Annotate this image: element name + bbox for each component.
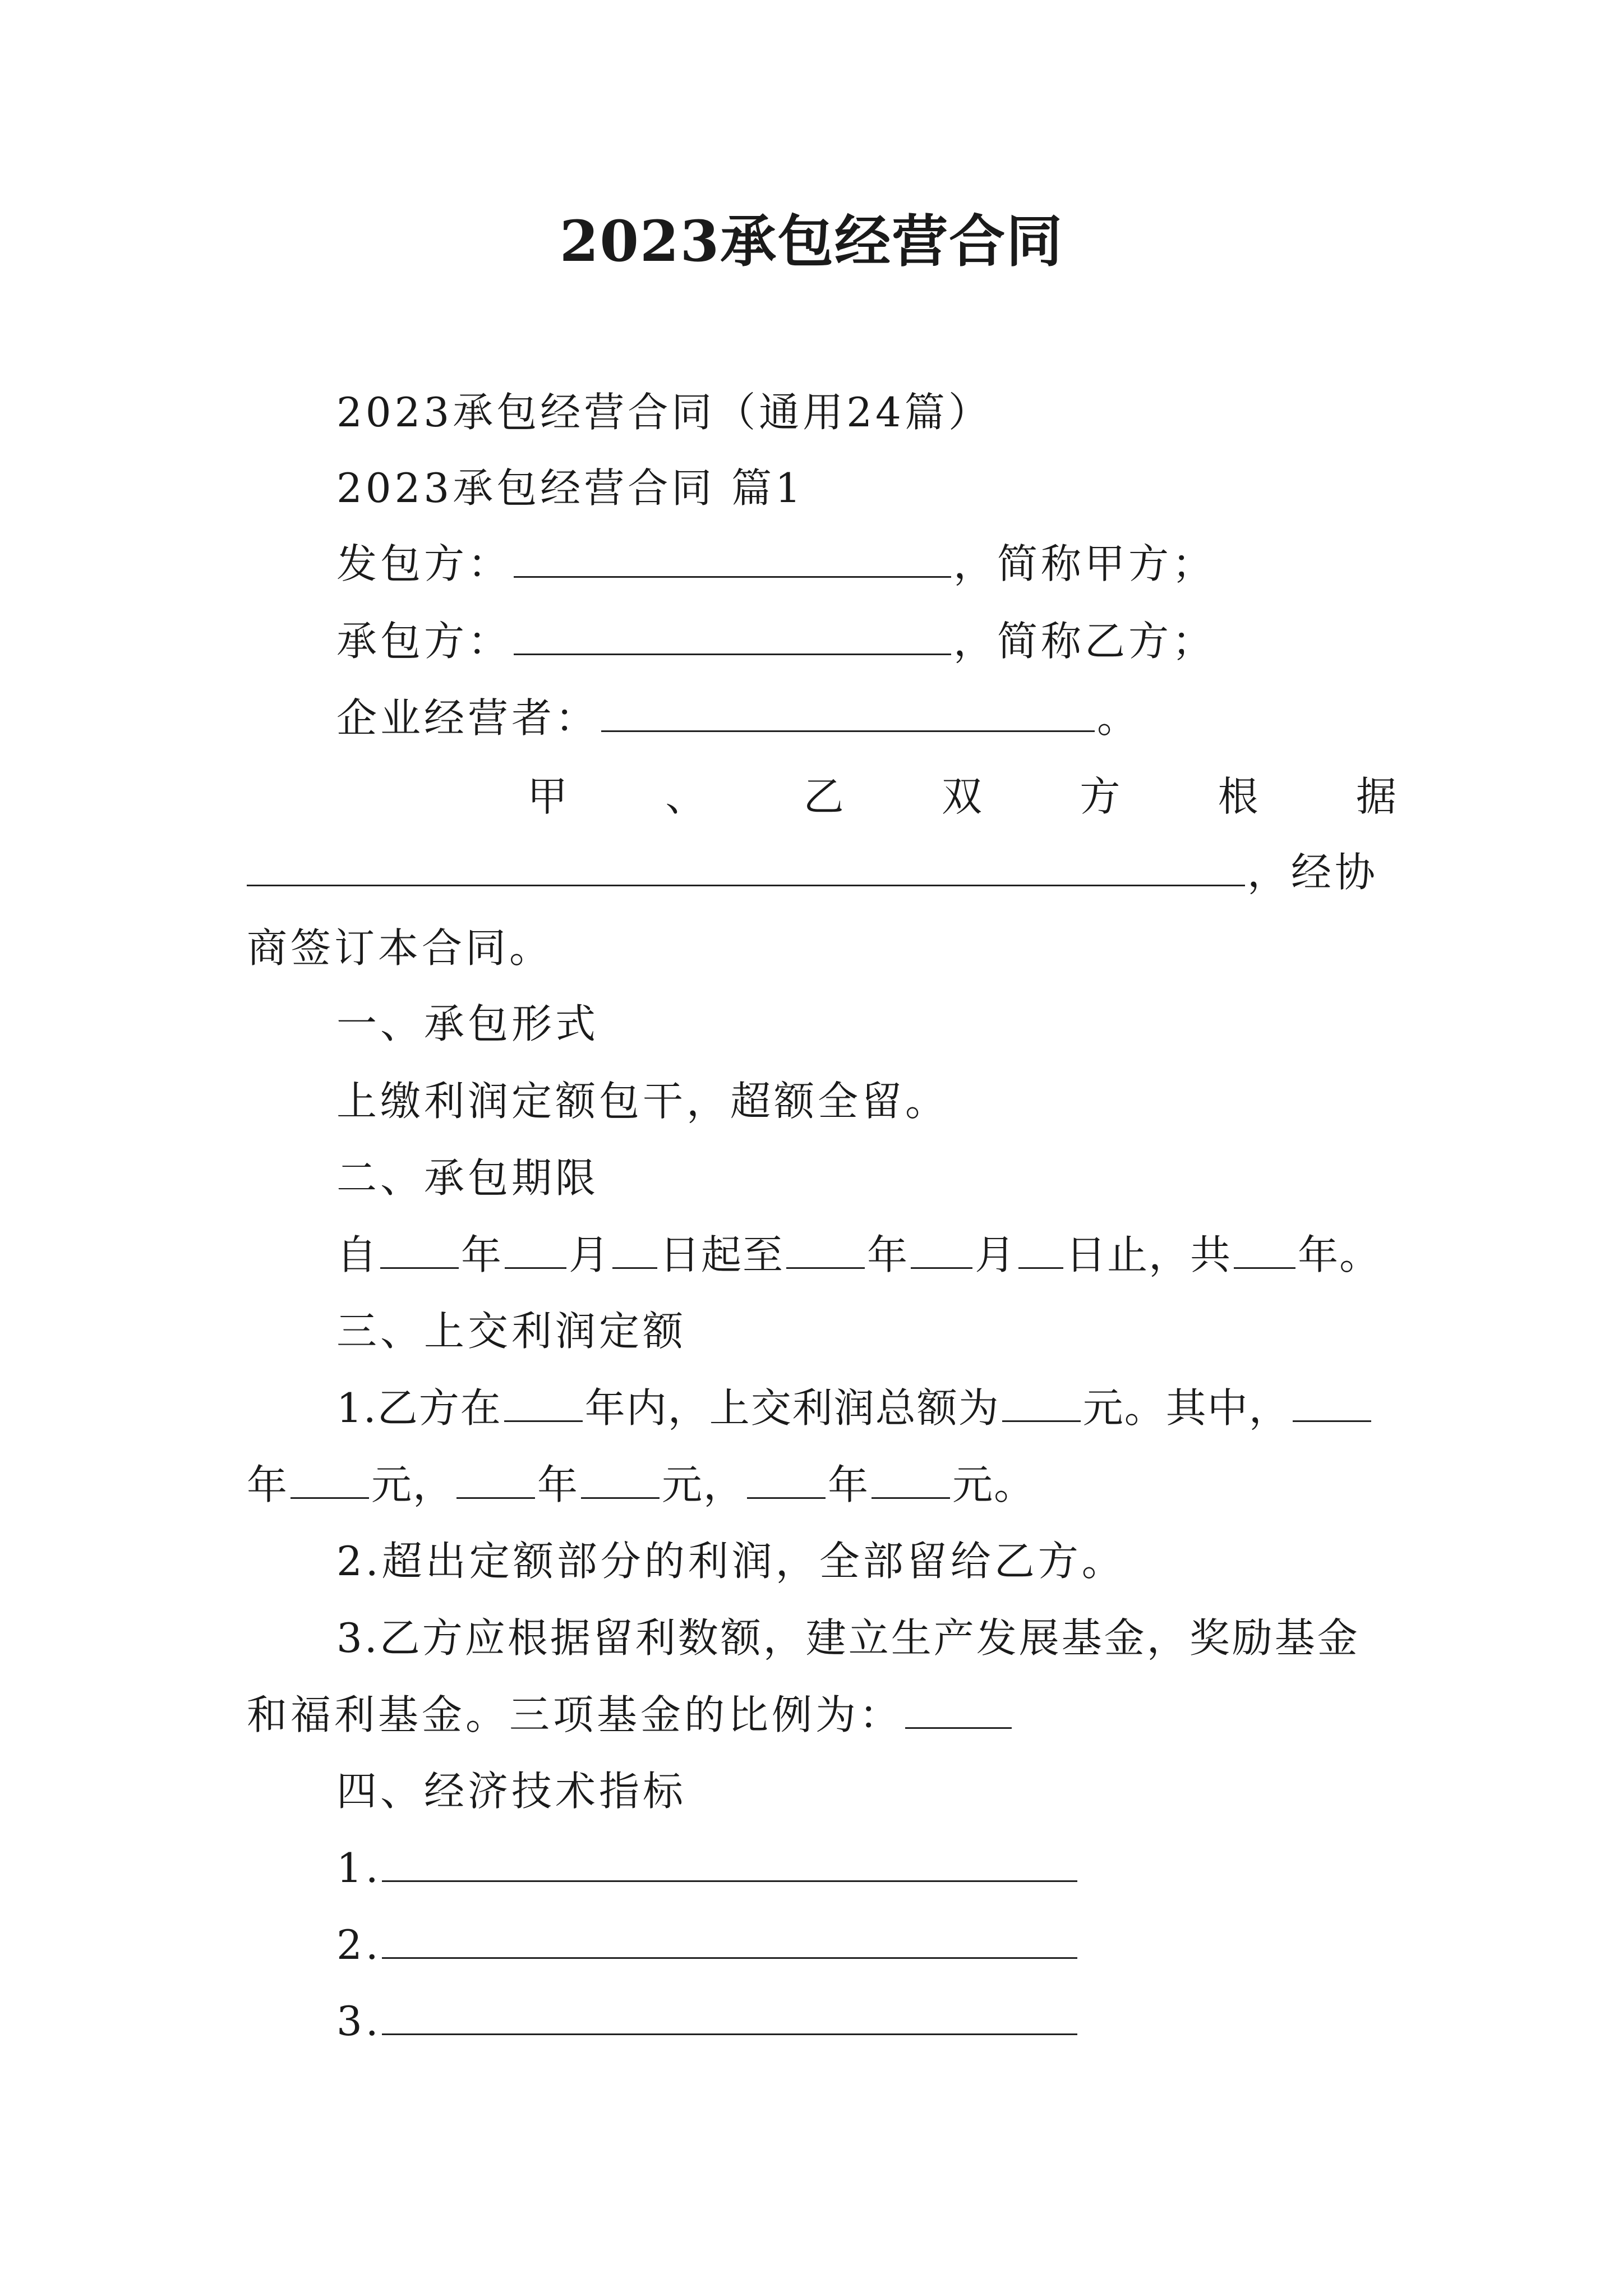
s3-item1-text: 1.乙方在 [336,1384,502,1432]
agreement-char: 根 [1218,773,1258,820]
s3-cont-text: 元， [662,1461,745,1508]
party-a-suffix: ，简称甲方； [953,540,1216,587]
manager-line [336,687,1141,749]
s3-item1-line [336,1377,1373,1439]
s4-item [336,1990,1080,2052]
manager-suffix: 。 [1097,694,1141,742]
s1-text: 上缴利润定额包干，超额全留。 [336,1078,949,1125]
s3-item3-cont-text: 和福利基金。三项基金的比例为： [247,1691,903,1738]
term-text: 日止，共 [1066,1231,1232,1278]
s3-item3-continuation [247,1684,1014,1746]
term-text: 自 [336,1231,379,1278]
s3-heading: 三、上交利润定额 [336,1308,687,1355]
s3-cont-text: 元。 [952,1461,1036,1508]
term-text: 年 [867,1231,909,1278]
s3-item1-text: 元。其中， [1082,1384,1290,1432]
s3-item2: 2.超出定额部分的利润，全部留给乙方。 [336,1538,1126,1585]
s3-blank [872,1455,950,1499]
party-a-label: 发包方： [336,540,512,587]
party-b-blank [514,611,951,655]
s2-heading: 二、承包期限 [336,1154,600,1202]
agreement-char: 双 [941,773,982,820]
agreement-basis-blank [247,842,1245,886]
section-heading: 2023承包经营合同 篇1 [336,464,804,512]
s3-cont-text: 元， [371,1461,455,1508]
s3-blank [747,1455,826,1499]
s3-blank [291,1455,369,1499]
term-blank [1234,1225,1295,1269]
s4-item-number: 1. [336,1844,382,1892]
agreement-suffix: ，经协 [1247,849,1379,896]
party-b-suffix: ，简称乙方； [953,618,1216,665]
ratio-blank [905,1685,1012,1729]
s1-heading: 一、承包形式 [336,1000,600,1047]
term-text: 年。 [1298,1231,1381,1278]
party-a-blank [514,533,951,578]
s4-item-blank [382,1838,1077,1882]
agreement-char: 方 [1080,773,1121,820]
s3-item1-continuation [247,1454,1035,1516]
agreement-spread-line [527,766,1396,827]
agreement-char: 甲 [527,773,568,820]
s4-item-blank [382,1915,1077,1959]
term-blank [505,1225,566,1269]
s3-blank [457,1455,535,1499]
agreement-char: 、 [665,773,706,820]
s3-cont-text: 年 [247,1461,289,1508]
term-text: 月 [975,1231,1017,1278]
s3-cont-text: 年 [537,1461,579,1508]
manager-blank [601,688,1095,732]
s3-item1-text: 年内，上交利润总额为 [584,1384,1000,1432]
s3-blank [581,1455,660,1499]
s4-item [336,1837,1080,1899]
s4-item [336,1914,1080,1976]
s3-item3: 3.乙方应根据留利数额，建立生产发展基金，奖励基金 [336,1614,1360,1662]
s4-item-number: 2. [336,1921,382,1968]
agreement-char: 据 [1355,773,1396,820]
s4-item-blank [382,1991,1077,2035]
term-blank [911,1225,972,1269]
manager-label: 企业经营者： [336,694,600,742]
document-title: 2023承包经营合同 [559,208,1064,274]
term-blank [1018,1225,1063,1269]
agreement-basis-line [247,841,1378,903]
term-text: 月 [569,1231,611,1278]
party-b-line [336,610,1216,672]
agreement-char: 乙 [803,773,844,820]
s3-blank [1293,1378,1371,1422]
s4-heading: 四、经济技术指标 [336,1768,687,1815]
s2-term-line [336,1224,1381,1286]
s3-blank [504,1378,583,1422]
term-text: 日起至 [660,1231,785,1278]
party-a-line [336,533,1216,595]
s3-blank [1002,1378,1081,1422]
term-blank [786,1225,865,1269]
term-blank [612,1225,657,1269]
term-blank [380,1225,459,1269]
party-b-label: 承包方： [336,618,512,665]
s3-cont-text: 年 [828,1461,870,1508]
term-text: 年 [461,1231,503,1278]
s4-item-number: 3. [336,1998,382,2045]
agreement-continuation: 商签订本合同。 [247,924,554,972]
subtitle: 2023承包经营合同（通用24篇） [336,389,992,436]
